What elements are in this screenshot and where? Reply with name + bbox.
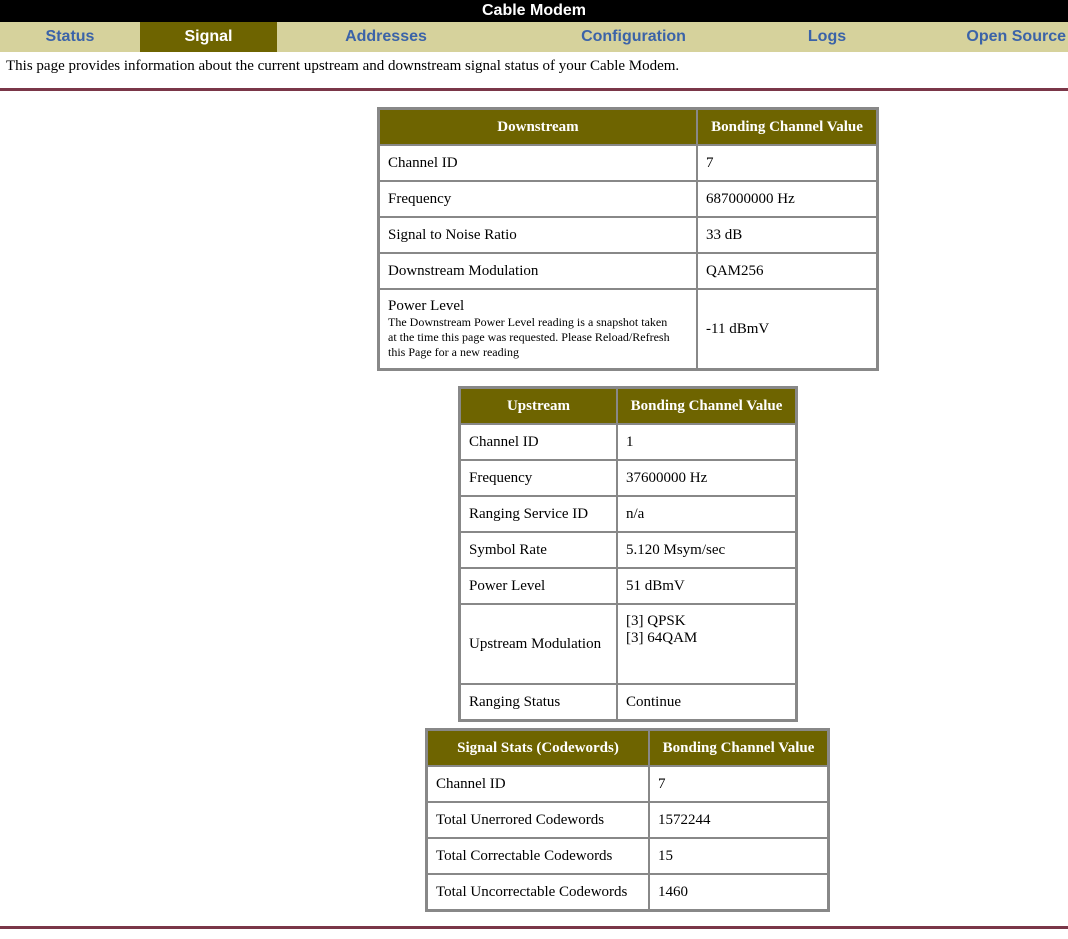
row-value: 1 [617,424,796,460]
row-label: Channel ID [460,424,617,460]
modulation-value: [3] QPSK [626,613,686,629]
row-value: 7 [649,766,828,802]
row-label: Power Level [388,298,465,314]
table-row [379,289,877,369]
table-row [427,874,828,910]
column-header: Signal Stats (Codewords) [427,730,649,766]
column-header: Bonding Channel Value [617,388,796,424]
table-row [460,532,796,568]
table-row [379,181,877,217]
table-row [379,217,877,253]
row-value: 1572244 [649,802,828,838]
row-label: Channel ID [427,766,649,802]
row-value: Continue [617,684,796,720]
column-header: Downstream [379,109,697,145]
row-label: Total Uncorrectable Codewords [427,874,649,910]
row-value: 687000000 Hz [697,181,877,217]
row-value: n/a [617,496,796,532]
row-label: Ranging Service ID [460,496,617,532]
table-row [379,253,877,289]
table-header-row [427,730,828,766]
row-label: Total Correctable Codewords [427,838,649,874]
row-label: Signal to Noise Ratio [379,217,697,253]
row-value: 5.120 Msym/sec [617,532,796,568]
row-label: Power Level [460,568,617,604]
column-header: Bonding Channel Value [697,109,877,145]
tab-open-source[interactable]: Open Source [966,28,1066,45]
table-row [460,684,796,720]
row-value: 7 [697,145,877,181]
row-value: -11 dBmV [697,289,877,369]
modulation-value: [3] 64QAM [626,630,698,646]
table-row [427,766,828,802]
row-label-cell [379,289,697,369]
table-row [460,496,796,532]
table-header-row [460,388,796,424]
table-row [379,145,877,181]
table-header-row [379,109,877,145]
row-label: Frequency [379,181,697,217]
table-row [460,460,796,496]
divider-top [0,88,1068,91]
tab-logs[interactable]: Logs [807,28,847,45]
row-label: Channel ID [379,145,697,181]
table-row [460,568,796,604]
row-value: 1460 [649,874,828,910]
row-label: Upstream Modulation [460,604,617,684]
row-label: Ranging Status [460,684,617,720]
row-value: 51 dBmV [617,568,796,604]
upstream-table [458,386,798,722]
table-row [427,802,828,838]
table-row [460,424,796,460]
tab-status[interactable]: Status [45,28,95,45]
row-label: Frequency [460,460,617,496]
tab-addresses[interactable]: Addresses [345,28,427,45]
tab-signal[interactable]: Signal [140,22,277,52]
column-header: Upstream [460,388,617,424]
app-title: Cable Modem [0,0,1068,22]
codewords-table [425,728,830,912]
row-value-cell [617,604,796,684]
row-label: Total Unerrored Codewords [427,802,649,838]
downstream-table [377,107,879,371]
row-value: 37600000 Hz [617,460,796,496]
row-value: 33 dB [697,217,877,253]
tab-configuration[interactable]: Configuration [581,28,686,45]
power-level-note: The Downstream Power Level reading is a snapshot taken at the time this page was requested. Please Reload/Refresh this Page for a new reading [388,315,670,359]
divider-bottom [0,926,1068,929]
nav-bar [0,22,1068,52]
page-description: This page provides information about the current upstream and downstream signal status of your Cable Modem. [6,58,680,74]
table-row [460,604,796,684]
table-row [427,838,828,874]
row-value: QAM256 [697,253,877,289]
row-label: Symbol Rate [460,532,617,568]
row-value: 15 [649,838,828,874]
column-header: Bonding Channel Value [649,730,828,766]
row-label: Downstream Modulation [379,253,697,289]
